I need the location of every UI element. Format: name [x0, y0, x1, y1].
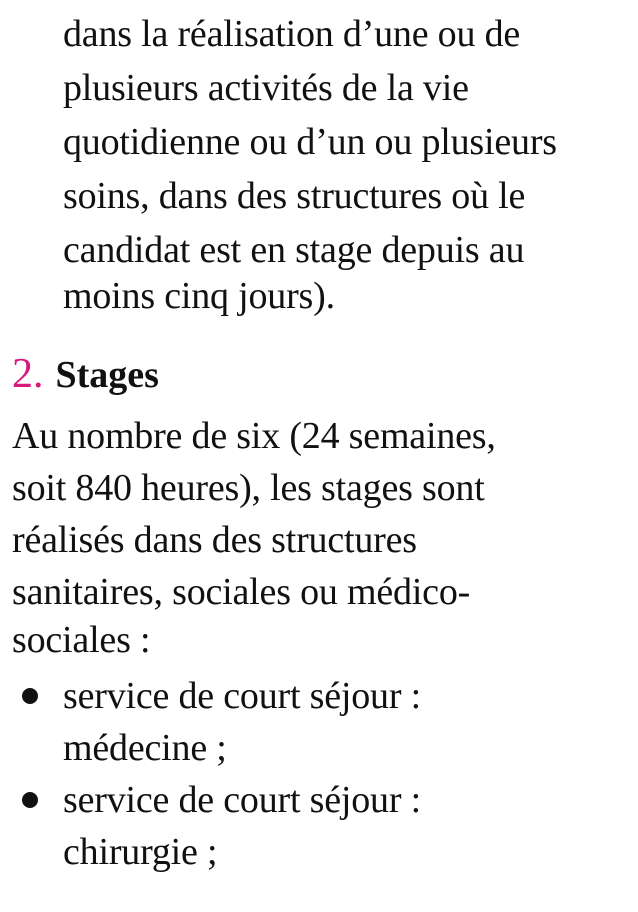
list-item-line: médecine ; — [63, 727, 227, 769]
paragraph-line: moins cinq jours). — [63, 275, 335, 317]
list-item-line: service de court séjour : — [63, 675, 421, 717]
paragraph-line: soit 840 heures), les stages sont — [12, 467, 485, 509]
bullet-icon — [22, 792, 38, 808]
paragraph-line: sociales : — [12, 619, 151, 661]
paragraph-line: Au nombre de six (24 semaines, — [12, 415, 496, 457]
paragraph-line: plusieurs activités de la vie — [63, 67, 469, 109]
paragraph-line: soins, dans des structures où le — [63, 175, 526, 217]
section-title: Stages — [55, 354, 159, 396]
paragraph-line: réalisés dans des structures — [12, 519, 417, 561]
paragraph-line: dans la réalisation d’une ou de — [63, 13, 521, 55]
list-item-line: service de court séjour : — [63, 779, 421, 821]
section-heading — [12, 348, 159, 409]
section-number: 2. — [12, 351, 44, 397]
paragraph-line: candidat est en stage depuis au — [63, 229, 525, 271]
paragraph-line: sanitaires, sociales ou médico- — [12, 571, 471, 613]
list-item-line: chirurgie ; — [63, 831, 218, 873]
paragraph-line: quotidienne ou d’un ou plusieurs — [63, 121, 557, 163]
bullet-icon — [22, 688, 38, 704]
